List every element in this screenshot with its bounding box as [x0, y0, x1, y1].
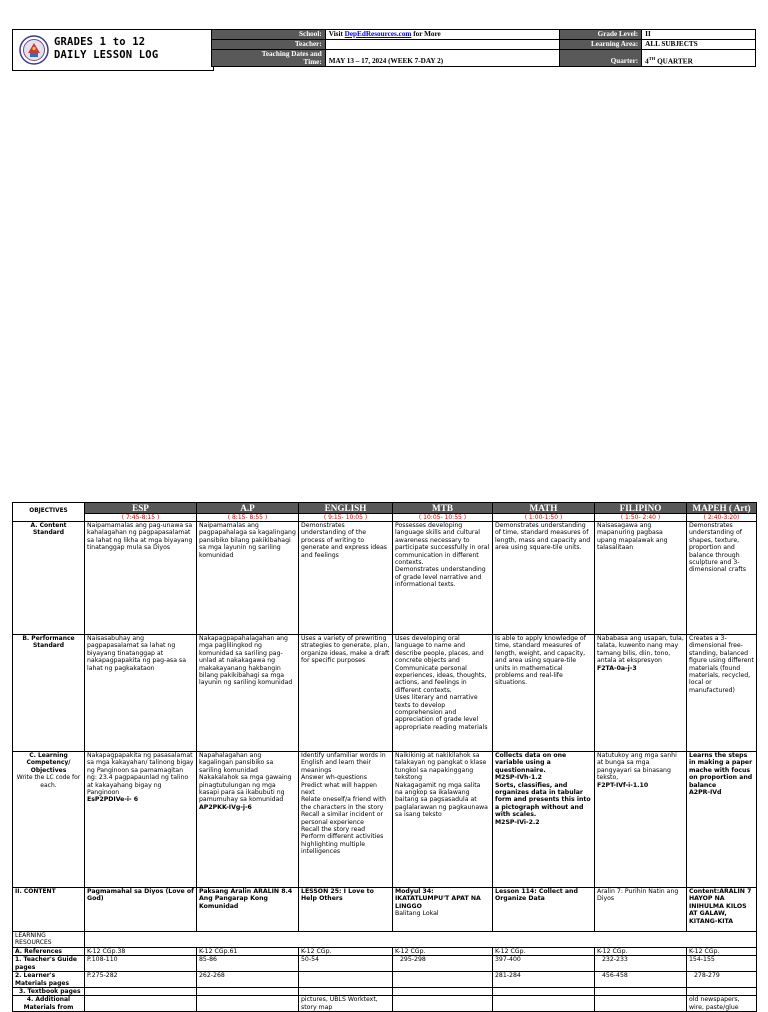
grade-label: Grade Level:: [560, 30, 642, 40]
lesson-table: [12, 502, 757, 1012]
competency-math-text-1: Collects data on one variable using a questionnaire.: [495, 752, 567, 774]
additional-esp: [85, 996, 197, 1012]
textbook-mtb: [393, 988, 493, 996]
additional-mtb: [393, 996, 493, 1012]
teachers-guide-esp: P.108-110: [85, 956, 197, 972]
time-ap: ( 8:15- 8:55 ): [197, 514, 299, 522]
content-ap: Paksang Aralin ARALIN 8.4 Ang Pangarap Kong Komunidad: [197, 888, 299, 932]
learners-materials-ap: 262-268: [197, 972, 299, 988]
teachers-guide-row: [13, 956, 757, 972]
references-filipino: K-12 CGp.: [595, 948, 687, 956]
subject-filipino: FILIPINO: [595, 503, 687, 514]
competency-english: Identify unfamiliar words in English and learn their meanings Answer wh-questions Predict what will happen next Relate oneself/a friend with the characters in the story Recall a similar incident or personal experience Recall the story read Perform different activities highlighting multiple intelligences: [299, 752, 393, 888]
info-row-school: [212, 30, 756, 40]
time-filipino: ( 1:50- 2:40 ): [595, 514, 687, 522]
competency-label-main: C. Learning Competency/ Objectives: [26, 752, 71, 774]
subject-english: ENGLISH: [299, 503, 393, 514]
teacher-value: [325, 40, 560, 50]
info-row-teacher: [212, 40, 756, 50]
additional-english: pictures, UBLS Worktext, story map: [299, 996, 393, 1012]
area-label: Learning Area:: [560, 40, 642, 50]
content-row: [13, 888, 757, 932]
teachers-guide-mtb: 295-298: [393, 956, 493, 972]
content-standard-mtb: Possesses developing language skills and cultural awareness necessary to participate successfully in oral communication in different contexts. Demonstrates understanding of grade level narrative and informational texts.: [393, 522, 493, 635]
references-mtb: K-12 CGp.: [393, 948, 493, 956]
time-esp: ( 7:45-8:15 ): [85, 514, 197, 522]
references-ap: K-12 CGp.61: [197, 948, 299, 956]
references-mapeh: K-12 CGp.: [687, 948, 757, 956]
dates-label-line-2: Time:: [303, 58, 322, 66]
additional-materials-row: [13, 996, 757, 1012]
school-label: School:: [212, 30, 326, 40]
learners-materials-esp: P.275-282: [85, 972, 197, 988]
subject-math: MATH: [493, 503, 595, 514]
competency-math: [493, 752, 595, 888]
quarter-value: [642, 50, 756, 67]
time-mtb: ( 10:05- 10:55 ): [393, 514, 493, 522]
competency-filipino-code: F2PT-IVf-i-1.10: [597, 781, 649, 789]
quarter-word: QUARTER: [655, 57, 693, 65]
teachers-guide-filipino: 232-233: [595, 956, 687, 972]
time-math: ( 1:00-1:50 ): [493, 514, 595, 522]
teacher-label: Teacher:: [212, 40, 326, 50]
textbook-ap: [197, 988, 299, 996]
time-mapeh: ( 2:40-3:20): [687, 514, 757, 522]
learners-materials-english: [299, 972, 393, 988]
school-value: [325, 30, 560, 40]
performance-standard-math: Is able to apply knowledge of time, standard measures of length, weight, and capacity, and area using square-tile units in mathematical problems and real-life situations.: [493, 635, 595, 752]
performance-standard-esp: Naisasabuhay ang pagpapasalamat sa lahat ng biyayang tinatanggap at nakapagpapakita ng pag-asa sa lahat ng pagkakataon: [85, 635, 197, 752]
content-label: II. CONTENT: [13, 888, 85, 932]
dates-value: MAY 13 – 17, 2024 (WEEK 7-DAY 2): [325, 50, 560, 67]
teachers-guide-math: 397-400: [493, 956, 595, 972]
document-title: [54, 36, 158, 62]
learners-materials-filipino: 456-458: [595, 972, 687, 988]
performance-standard-label: B. Performance Standard: [13, 635, 85, 752]
title-box: [12, 29, 214, 71]
additional-filipino: [595, 996, 687, 1012]
performance-standard-filipino: [595, 635, 687, 752]
textbook-mapeh: [687, 988, 757, 996]
school-suffix: for More: [411, 30, 441, 38]
competency-esp-text: Nakapagpapakita ng pasasalamat sa mga kakayahan/ talinong bigay ng Panginoon sa pamamagitan ng: 23.4 pagpapaunlad ng talino at kakayahang bigay ng Panginoon: [87, 752, 194, 797]
references-math: K-12 CGp.: [493, 948, 595, 956]
teachers-guide-ap: 85-86: [197, 956, 299, 972]
additional-materials-label: 4. Additional Materials from: [13, 996, 85, 1012]
title-line-2: DAILY LESSON LOG: [54, 49, 159, 61]
content-standard-english: Demonstrates understanding of the process of writing to generate and express ideas and feelings: [299, 522, 393, 635]
textbook-esp: [85, 988, 197, 996]
grade-value: II: [642, 30, 756, 40]
performance-standard-mapeh: Creates a 3-dimensional free-standing, balanced figure using different materials (found materials, recycled, local or manufactured): [687, 635, 757, 752]
quarter-suffix: TH: [648, 55, 656, 61]
title-line-1: GRADES 1 to 12: [54, 36, 146, 48]
competency-ap: [197, 752, 299, 888]
textbook-math: [493, 988, 595, 996]
performance-filipino-text: Nababasa ang usapan, tula, talata, kuwento nang may tamang bilis, diin, tono, antala at ekspresyon: [597, 635, 684, 665]
content-standard-math: Demonstrates understanding of time, standard measures of length, mass and capacity and area using square-tile units.: [493, 522, 595, 635]
objectives-label: OBJECTIVES: [13, 503, 85, 522]
content-filipino: Aralin 7: Purihin Natin ang Diyos: [595, 888, 687, 932]
competency-row: [13, 752, 757, 888]
competency-mapeh-text: Learns the steps in making a paper mache with focus on proportion and balance: [689, 752, 753, 789]
competency-ap-code: AP2PKK-IVg-j-6: [199, 803, 252, 811]
info-table: [211, 29, 756, 67]
learners-materials-mapeh: 278-279: [687, 972, 757, 988]
competency-label: [13, 752, 85, 888]
subject-header-row: [13, 503, 757, 514]
textbook-filipino: [595, 988, 687, 996]
competency-math-text-2: Sorts, classifies, and organizes data in tabular form and presents this into a pictograph without and with scales.: [495, 781, 591, 819]
competency-filipino: [595, 752, 687, 888]
competency-label-note: Write the LC code for each.: [16, 774, 81, 789]
subject-ap: A.P: [197, 503, 299, 514]
textbook-label: 3. Textbook pages: [13, 988, 85, 996]
textbook-english: [299, 988, 393, 996]
content-standard-esp: Naipamamalas ang pag-unawa sa kahalagahan ng pagpapasalamat sa lahat ng likha at mga biyayang tinatanggap mula sa Diyos: [85, 522, 197, 635]
subject-esp: ESP: [85, 503, 197, 514]
school-prefix: Visit: [328, 30, 345, 38]
content-mtb: [393, 888, 493, 932]
competency-ap-text: Napahalagahan ang kagalingan pansibiko sa sariling komunidad Nakakalahok sa mga gawaing pinagtutulungan ng mga kasapi para sa ikabubuti ng pamumuhay sa komunidad: [199, 752, 292, 804]
references-row: [13, 948, 757, 956]
competency-filipino-text: Natutukoy ang mga sanhi at bunga sa mga pangyayari sa binasang teksto,: [597, 752, 677, 782]
competency-mapeh: [687, 752, 757, 888]
learners-materials-mtb: [393, 972, 493, 988]
performance-filipino-code: F2TA-0a-j-3: [597, 664, 637, 672]
additional-math: [493, 996, 595, 1012]
content-standard-row: [13, 522, 757, 635]
references-label: A. References: [13, 948, 85, 956]
competency-math-code-1: M2SP-IVh-1.2: [495, 774, 542, 782]
content-mtb-module: Modyul 34: IKATATLUMPU'T APAT NA LINGGO: [395, 888, 481, 910]
performance-standard-ap: Nakapagpapahalagahan ang mga paglilingkod ng komunidad sa sariling pag-unlad at nakakagawa ng makakayanang hakbangin bilang pakikibahagi sa mga layunin ng sariling komunidad: [197, 635, 299, 752]
learners-materials-label: 2. Learner's Materials pages: [13, 972, 85, 988]
quarter-number: 4: [645, 57, 649, 65]
performance-standard-english: Uses a variety of prewriting strategies to generate, plan, organize ideas, make a draft for specific purposes: [299, 635, 393, 752]
additional-ap: [197, 996, 299, 1012]
learning-resources-span: [85, 932, 757, 948]
competency-mtb: Naikikinig at nakikilahok sa talakayan ng pangkat o klase tungkol sa napakinggang tekstong Nakagagamit ng mga salita na angkop sa ikalawang baitang sa pagsasadula at paglalarawan ng pagkaunawa sa isang teksto: [393, 752, 493, 888]
content-english: LESSON 25: I Love to Help Others: [299, 888, 393, 932]
learning-resources-label: LEARNING RESOURCES: [13, 932, 85, 948]
content-standard-ap: Naipamamalas ang pagpapahalaga sa kagalingang pansibiko bilang pakikibahagi sa mga layunin ng sariling komunidad: [197, 522, 299, 635]
teachers-guide-label: 1. Teacher's Guide pages: [13, 956, 85, 972]
references-esp: K-12 CGp.38: [85, 948, 197, 956]
dates-label: [212, 50, 326, 67]
learning-resources-row: [13, 932, 757, 948]
content-mtb-topic: Balitang Lokal: [395, 910, 439, 918]
competency-esp: [85, 752, 197, 888]
references-english: K-12 CGp.: [299, 948, 393, 956]
competency-esp-code: EsP2PDIVe-i- 6: [87, 796, 139, 804]
content-standard-filipino: Naisasagawa ang mapanuring pagbasa upang mapalawak ang talasalitaan: [595, 522, 687, 635]
performance-standard-row: [13, 635, 757, 752]
teachers-guide-mapeh: 154-155: [687, 956, 757, 972]
competency-math-code-2: M2SP-IVi-2.2: [495, 818, 540, 826]
time-row: [13, 514, 757, 522]
content-math: Lesson 114: Collect and Organize Data: [493, 888, 595, 932]
textbook-row: [13, 988, 757, 996]
deped-seal-icon: [19, 34, 49, 66]
teachers-guide-english: 50-54: [299, 956, 393, 972]
content-standard-mapeh: Demonstrates understanding of shapes, texture, proportion and balance through sculpture and 3-dimensional crafts: [687, 522, 757, 635]
dates-label-line-1: Teaching Dates and: [261, 50, 322, 58]
learners-materials-math: 281-284: [493, 972, 595, 988]
depedresources-link[interactable]: DepEdResources.com: [344, 30, 412, 38]
subject-mtb: MTB: [393, 503, 493, 514]
competency-mapeh-code: A2PR-IVd: [689, 789, 722, 797]
content-mapeh: Content:ARALIN 7 HAYOP NA INIHULMA KILOS AT GALAW, KITANG-KITA: [687, 888, 757, 932]
additional-mapeh: old newspapers, wire, paste/glue: [687, 996, 757, 1012]
lesson-log-header: [12, 29, 756, 71]
content-standard-label: A. Content Standard: [13, 522, 85, 635]
learners-materials-row: [13, 972, 757, 988]
performance-standard-mtb: Uses developing oral language to name and describe people, places, and concrete objects and Communicate personal experiences, ideas, thoughts, actions, and feelings in different contexts. Uses literary and narrative texts to develop comprehension and appreciation of grade level appropriate reading materials: [393, 635, 493, 752]
area-value: ALL SUBJECTS: [642, 40, 756, 50]
quarter-label: Quarter:: [560, 50, 642, 67]
content-esp: Pagmamahal sa Diyos (Love of God): [85, 888, 197, 932]
info-row-dates: [212, 50, 756, 67]
subject-mapeh: MAPEH ( Art): [687, 503, 757, 514]
time-english: ( 9:15- 10:05 ): [299, 514, 393, 522]
